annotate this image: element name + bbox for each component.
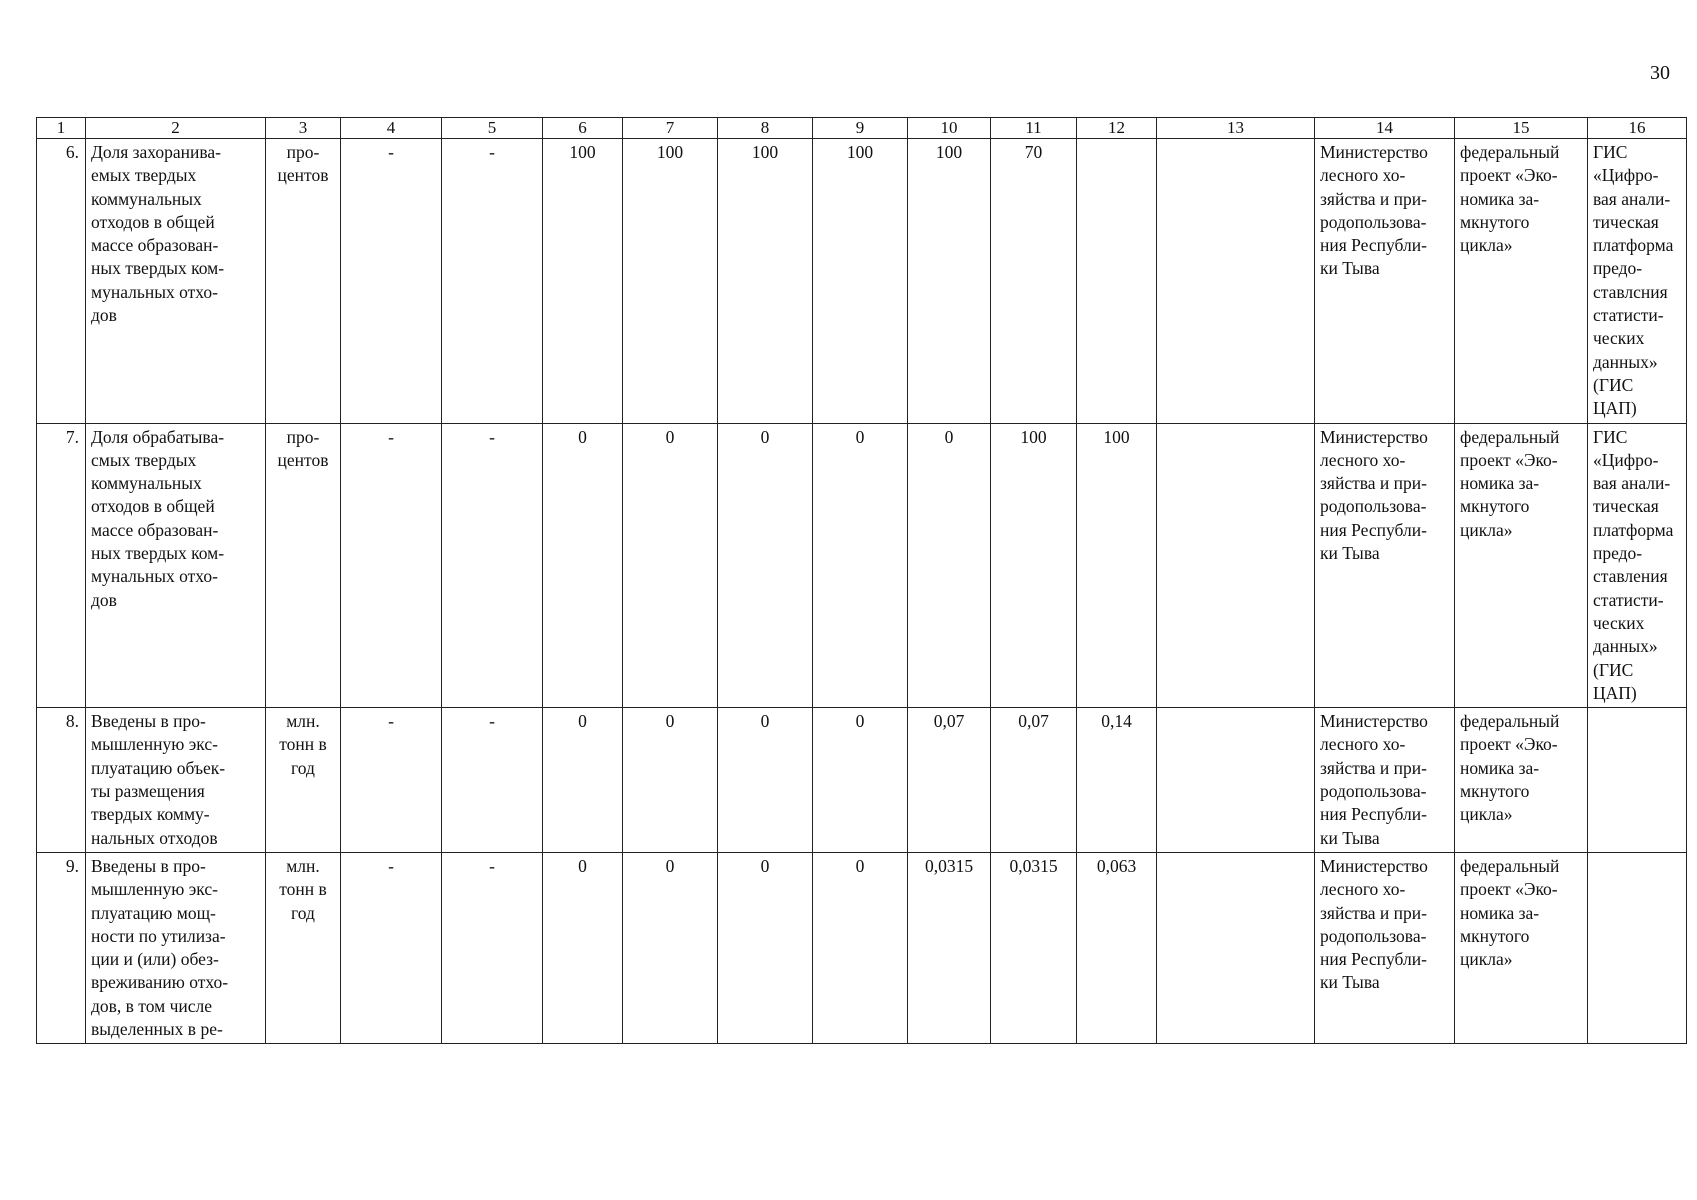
unit: млн. тонн в год bbox=[266, 708, 341, 853]
unit: млн. тонн в год bbox=[266, 852, 341, 1043]
value-cell bbox=[1157, 852, 1315, 1043]
header-cell: 9 bbox=[813, 118, 908, 139]
value-cell: 0,063 bbox=[1077, 852, 1157, 1043]
value-cell: 100 bbox=[543, 139, 623, 424]
indicators-table bbox=[36, 117, 1687, 1044]
value-cell: 0,0315 bbox=[908, 852, 991, 1043]
header-cell: 6 bbox=[543, 118, 623, 139]
header-cell: 7 bbox=[623, 118, 718, 139]
value-cell bbox=[1157, 708, 1315, 853]
responsible-executor: Министерство лесного хо- зяйства и при- родопользова- ния Республи- ки Тыва bbox=[1315, 423, 1455, 708]
header-cell: 1 bbox=[37, 118, 86, 139]
header-cell: 11 bbox=[991, 118, 1077, 139]
value-cell: - bbox=[442, 139, 543, 424]
value-cell: 0,07 bbox=[991, 708, 1077, 853]
value-cell bbox=[1157, 423, 1315, 708]
responsible-executor: Министерство лесного хо- зяйства и при- родопользова- ния Республи- ки Тыва bbox=[1315, 852, 1455, 1043]
related-project: федеральный проект «Эко- номика за- мкнутого цикла» bbox=[1455, 708, 1588, 853]
responsible-executor: Министерство лесного хо- зяйства и при- родопользова- ния Республи- ки Тыва bbox=[1315, 139, 1455, 424]
indicator-name: Введены в про- мышленную экс- плуатацию мощ- ности по утилиза- ции и (или) обез- вреживанию отхо- дов, в том числе выделенных в ре- bbox=[86, 852, 266, 1043]
indicator-name: Доля захоранива- емых твердых коммунальных отходов в общей массе образован- ных твердых ком- мунальных отхо- дов bbox=[86, 139, 266, 424]
indicator-name: Доля обрабатыва- смых твердых коммунальных отходов в общей массе образован- ных твердых ком- мунальных отхо- дов bbox=[86, 423, 266, 708]
value-cell: 0 bbox=[543, 852, 623, 1043]
row-number: 7. bbox=[37, 423, 86, 708]
value-cell: 0 bbox=[813, 852, 908, 1043]
header-cell: 14 bbox=[1315, 118, 1455, 139]
value-cell: - bbox=[341, 708, 442, 853]
header-cell: 10 bbox=[908, 118, 991, 139]
value-cell: 0 bbox=[543, 708, 623, 853]
header-cell: 13 bbox=[1157, 118, 1315, 139]
value-cell: - bbox=[442, 423, 543, 708]
header-cell: 3 bbox=[266, 118, 341, 139]
value-cell: 70 bbox=[991, 139, 1077, 424]
header-cell: 5 bbox=[442, 118, 543, 139]
value-cell: 100 bbox=[813, 139, 908, 424]
value-cell: 0 bbox=[623, 852, 718, 1043]
header-cell: 2 bbox=[86, 118, 266, 139]
value-cell: 0 bbox=[623, 708, 718, 853]
value-cell: 0 bbox=[543, 423, 623, 708]
indicator-name: Введены в про- мышленную экс- плуатацию объек- ты размещения твердых комму- нальных отходов bbox=[86, 708, 266, 853]
value-cell: 0,07 bbox=[908, 708, 991, 853]
unit: про- центов bbox=[266, 423, 341, 708]
value-cell: 100 bbox=[718, 139, 813, 424]
header-cell: 15 bbox=[1455, 118, 1588, 139]
header-cell: 4 bbox=[341, 118, 442, 139]
value-cell: 0,0315 bbox=[991, 852, 1077, 1043]
value-cell: 0 bbox=[718, 708, 813, 853]
value-cell: - bbox=[341, 423, 442, 708]
unit: про- центов bbox=[266, 139, 341, 424]
row-number: 9. bbox=[37, 852, 86, 1043]
value-cell: 0,14 bbox=[1077, 708, 1157, 853]
value-cell: - bbox=[442, 708, 543, 853]
table-row bbox=[37, 852, 1687, 1043]
related-project: федеральный проект «Эко- номика за- мкнутого цикла» bbox=[1455, 852, 1588, 1043]
table-row bbox=[37, 423, 1687, 708]
value-cell bbox=[1157, 139, 1315, 424]
page-number: 30 bbox=[1650, 62, 1670, 84]
header-cell: 8 bbox=[718, 118, 813, 139]
table-row bbox=[37, 708, 1687, 853]
information-system: ГИС «Цифро- вая анали- тическая платформа предо- ставлсния статисти- ческих данных» (ГИС ЦАП) bbox=[1588, 139, 1687, 424]
value-cell: 0 bbox=[813, 708, 908, 853]
value-cell: - bbox=[341, 139, 442, 424]
related-project: федеральный проект «Эко- номика за- мкнутого цикла» bbox=[1455, 139, 1588, 424]
value-cell: 0 bbox=[813, 423, 908, 708]
value-cell: - bbox=[442, 852, 543, 1043]
header-cell: 16 bbox=[1588, 118, 1687, 139]
value-cell: 100 bbox=[623, 139, 718, 424]
responsible-executor: Министерство лесного хо- зяйства и при- родопользова- ния Республи- ки Тыва bbox=[1315, 708, 1455, 853]
value-cell: - bbox=[341, 852, 442, 1043]
value-cell: 100 bbox=[1077, 423, 1157, 708]
table-row bbox=[37, 139, 1687, 424]
value-cell: 100 bbox=[908, 139, 991, 424]
information-system bbox=[1588, 708, 1687, 853]
value-cell: 0 bbox=[908, 423, 991, 708]
value-cell: 0 bbox=[718, 852, 813, 1043]
information-system bbox=[1588, 852, 1687, 1043]
header-cell: 12 bbox=[1077, 118, 1157, 139]
row-number: 8. bbox=[37, 708, 86, 853]
value-cell: 0 bbox=[718, 423, 813, 708]
value-cell bbox=[1077, 139, 1157, 424]
related-project: федеральный проект «Эко- номика за- мкнутого цикла» bbox=[1455, 423, 1588, 708]
row-number: 6. bbox=[37, 139, 86, 424]
information-system: ГИС «Цифро- вая анали- тическая платформа предо- ставления статисти- ческих данных» (ГИС ЦАП) bbox=[1588, 423, 1687, 708]
value-cell: 0 bbox=[623, 423, 718, 708]
header-row bbox=[37, 118, 1687, 139]
value-cell: 100 bbox=[991, 423, 1077, 708]
